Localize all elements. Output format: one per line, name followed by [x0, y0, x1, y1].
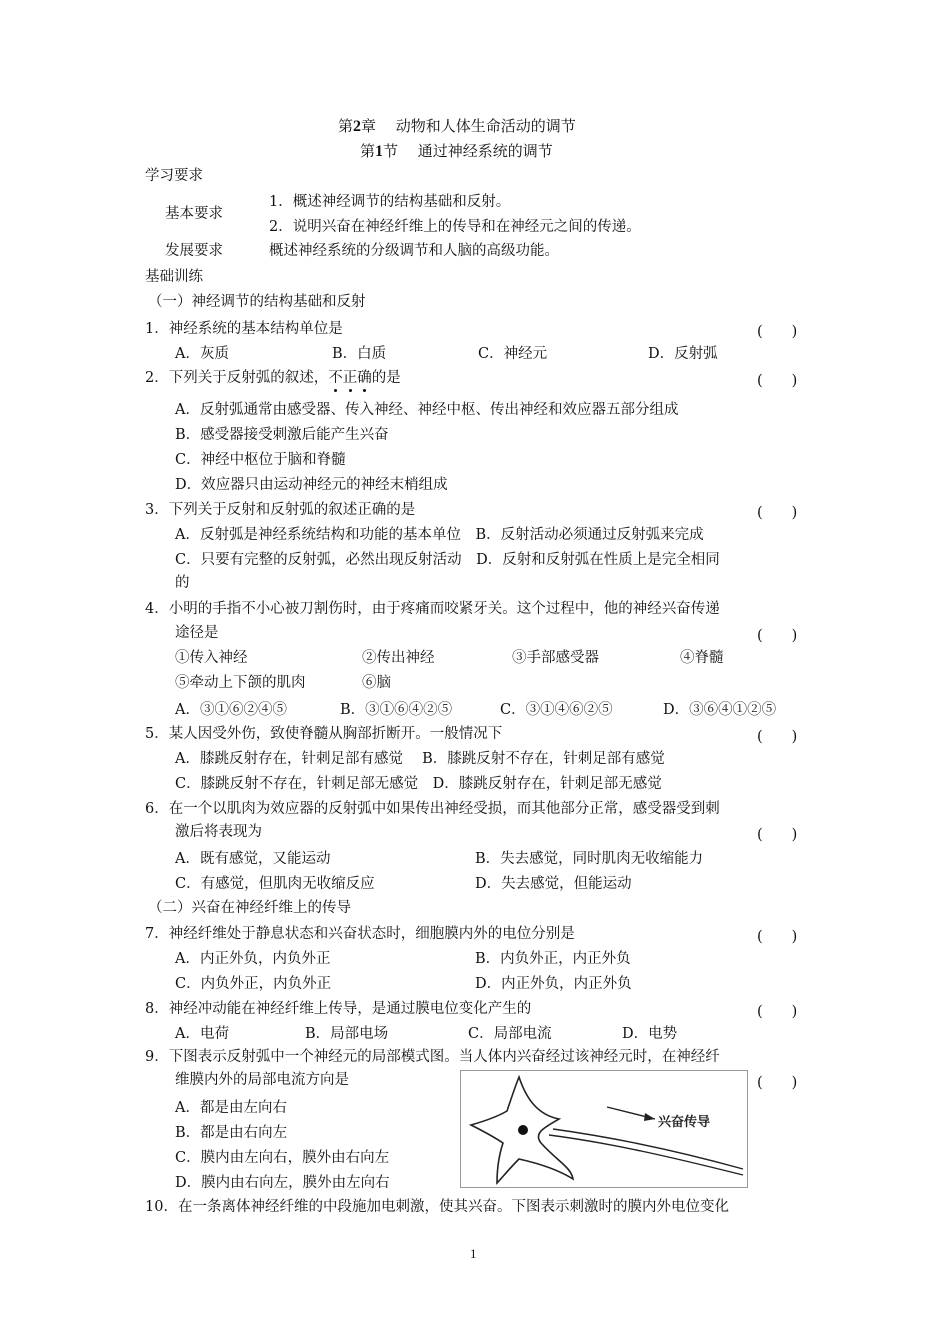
option-c: C．内负外正，内负外正: [175, 976, 332, 992]
options-cd: C．只要有完整的反射弧，必然出现反射活动 D．反射和反射弧在性质上是完全相同: [175, 552, 720, 568]
question-stem: 3．下列关于反射和反射弧的叙述正确的是: [145, 502, 416, 518]
option-d: D．膜内由右向左，膜外由左向右: [175, 1175, 390, 1191]
question-stem: 5．某人因受外伤，致使脊髓从胸部折断开。一般情况下: [145, 726, 503, 742]
basic-requirement-label: 基本要求: [165, 206, 223, 222]
page-number: 1: [470, 1246, 477, 1261]
options-cd: C．膝跳反射不存在，针刺足部无感觉 D．膝跳反射存在，针刺足部无感觉: [175, 776, 662, 792]
option-c: C．有感觉，但肌肉无收缩反应: [175, 876, 375, 892]
list-item: ①传入神经: [175, 650, 248, 666]
option-a: A．电荷: [175, 1026, 229, 1042]
neuron-diagram: [460, 1070, 748, 1188]
option-a: A．③①⑥②④⑤: [175, 702, 287, 718]
option-d: D．③⑥④①②⑤: [663, 702, 777, 718]
question-stem-continued: 激后将表现为: [175, 824, 262, 840]
option-b: B．内负外正，内正外负: [475, 951, 631, 967]
axon: [553, 1129, 743, 1169]
question-stem: 2．下列关于反射弧的叙述，不正确的是: [145, 370, 401, 386]
question-stem: 1．神经系统的基本结构单位是: [145, 321, 343, 337]
list-item: ②传出神经: [362, 650, 435, 666]
list-item: ⑥脑: [362, 675, 391, 691]
option-c: C．神经中枢位于脑和脊髓: [175, 452, 346, 468]
option-a: A．内正外负，内负外正: [175, 951, 331, 967]
basic-requirement-item: 2．说明兴奋在神经纤维上的传导和在神经元之间的传递。: [269, 219, 641, 235]
list-item: ⑤牵动上下颌的肌肉: [175, 675, 306, 691]
question-stem: 6．在一个以肌肉为效应器的反射弧中如果传出神经受损，而其他部分正常，感受器受到刺: [145, 801, 720, 817]
options-ab: A．膝跳反射存在，针刺足部有感觉 B．膝跳反射不存在，针刺足部有感觉: [175, 751, 665, 767]
answer-blank: ( ): [757, 373, 798, 389]
option-a: A．灰质: [175, 346, 229, 362]
axon: [549, 1135, 743, 1175]
option-c: C．局部电流: [468, 1026, 552, 1042]
option-b: B．感受器接受刺激后能产生兴奋: [175, 427, 389, 443]
part-heading: （一）神经调节的结构基础和反射: [148, 294, 366, 310]
options-ab: A．反射弧是神经系统结构和功能的基本单位 B．反射活动必须通过反射弧来完成: [175, 527, 704, 543]
question-stem: 9．下图表示反射弧中一个神经元的局部模式图。当人体内兴奋经过该神经元时，在神经纤: [145, 1049, 720, 1065]
advanced-requirement-label: 发展要求: [165, 243, 223, 259]
option-d: D．反射弧: [648, 346, 718, 362]
question-stem: 10．在一条离体神经纤维的中段施加电刺激，使其兴奋。下图表示刺激时的膜内外电位变化: [145, 1199, 729, 1215]
answer-blank: ( ): [757, 324, 798, 340]
advanced-requirement-item: 概述神经系统的分级调节和人脑的高级功能。: [269, 243, 559, 259]
figure-label: 兴奋传导: [658, 1115, 711, 1130]
option-continuation: 的: [175, 575, 190, 591]
part-heading: （二）兴奋在神经纤维上的传导: [148, 900, 351, 916]
requirements-heading: 学习要求: [145, 168, 203, 184]
training-heading: 基础训练: [145, 269, 203, 285]
basic-requirement-item: 1．概述神经调节的结构基础和反射。: [269, 194, 511, 210]
option-c: C．膜内由左向右，膜外由右向左: [175, 1150, 390, 1166]
option-d: D．内正外负，内正外负: [475, 976, 632, 992]
option-a: A．反射弧通常由感受器、传入神经、神经中枢、传出神经和效应器五部分组成: [175, 402, 679, 418]
option-b: B．局部电场: [305, 1026, 389, 1042]
answer-blank: ( ): [757, 628, 798, 644]
question-stem: 4．小明的手指不小心被刀割伤时，由于疼痛而咬紧牙关。这个过程中，他的神经兴奋传递: [145, 601, 720, 617]
answer-blank: ( ): [757, 729, 798, 745]
question-stem-continued: 维膜内外的局部电流方向是: [175, 1072, 349, 1088]
option-d: D．电势: [622, 1026, 678, 1042]
option-b: B．失去感觉，同时肌肉无收缩能力: [475, 851, 704, 867]
answer-blank: ( ): [757, 827, 798, 843]
answer-blank: ( ): [757, 505, 798, 521]
answer-blank: ( ): [757, 929, 798, 945]
list-item: ④脊髓: [680, 650, 724, 666]
option-a: A．都是由左向右: [175, 1100, 287, 1116]
list-item: ③手部感受器: [512, 650, 599, 666]
option-b: B．白质: [332, 346, 387, 362]
option-a: A．既有感觉，又能运动: [175, 851, 331, 867]
chapter-title: 第2章 动物和人体生命活动的调节: [338, 117, 576, 135]
section-title: 第1节 通过神经系统的调节: [360, 142, 553, 160]
option-d: D．失去感觉，但能运动: [475, 876, 632, 892]
option-b: B．都是由右向左: [175, 1125, 288, 1141]
question-stem: 7．神经纤维处于静息状态和兴奋状态时，细胞膜内外的电位分别是: [145, 926, 575, 942]
answer-blank: ( ): [757, 1004, 798, 1020]
neuron-nucleus: [518, 1125, 528, 1135]
arrow-head-icon: [644, 1113, 655, 1121]
question-stem: 8．神经冲动能在神经纤维上传导，是通过膜电位变化产生的: [145, 1001, 532, 1017]
question-stem-continued: 途径是: [175, 625, 219, 641]
neuron-svg: [461, 1071, 747, 1187]
option-d: D．效应器只由运动神经元的神经末梢组成: [175, 477, 448, 493]
option-c: C．③①④⑥②⑤: [500, 702, 613, 718]
option-b: B．③①⑥④②⑤: [340, 702, 453, 718]
answer-blank: ( ): [757, 1075, 798, 1091]
option-c: C．神经元: [478, 346, 548, 362]
